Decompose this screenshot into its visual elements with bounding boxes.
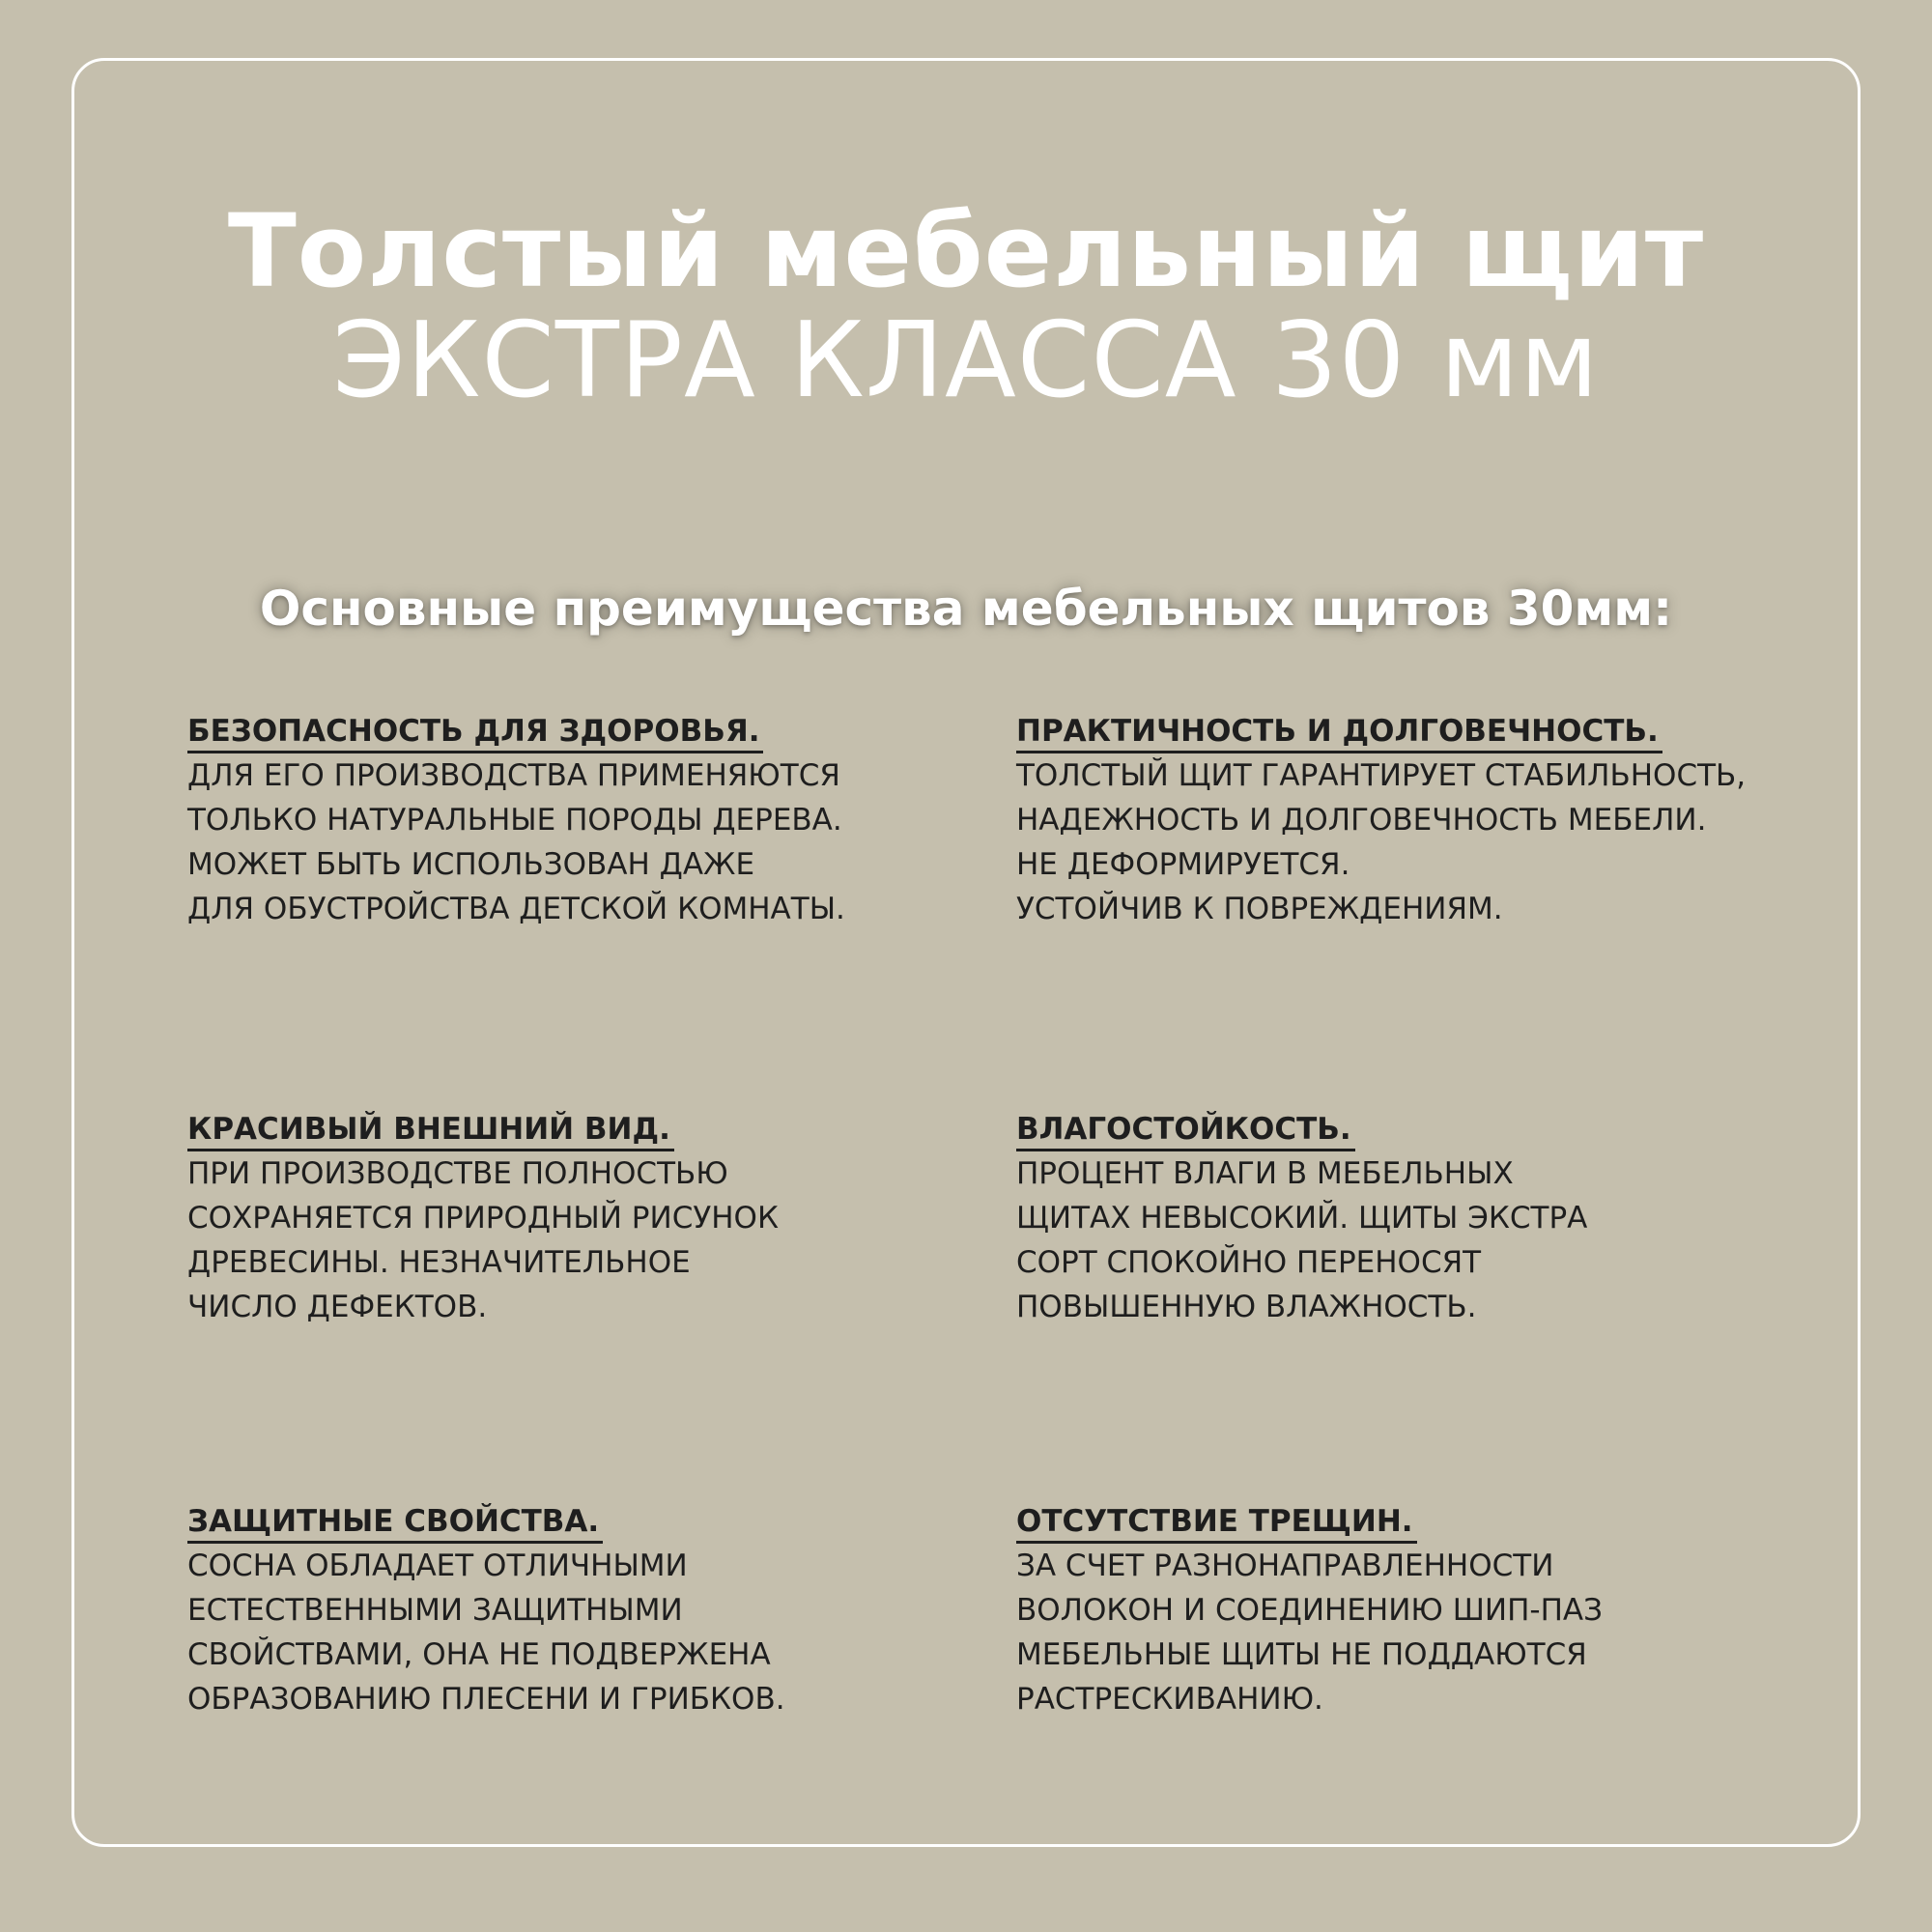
advantage-text-line: НАДЕЖНОСТЬ И ДОЛГОВЕЧНОСТЬ МЕБЕЛИ. [1016,803,1707,838]
advantage-protective-properties [187,1499,785,1721]
advantage-text-line: ЧИСЛО ДЕФЕКТОВ. [187,1290,488,1324]
advantage-text-line: МЕБЕЛЬНЫЕ ЩИТЫ НЕ ПОДДАЮТСЯ [1016,1637,1587,1672]
advantage-text-line: ЕСТЕСТВЕННЫМИ ЗАЩИТНЫМИ [187,1593,683,1628]
advantage-text-line: СОХРАНЯЕТСЯ ПРИРОДНЫЙ РИСУНОК [187,1201,779,1236]
advantage-text-line: ПОВЫШЕННУЮ ВЛАЖНОСТЬ. [1016,1290,1477,1324]
advantage-heading: ПРАКТИЧНОСТЬ И ДОЛГОВЕЧНОСТЬ. [1016,712,1662,753]
advantage-text-line: ЩИТАХ НЕВЫСОКИЙ. ЩИТЫ ЭКСТРА [1016,1201,1588,1236]
advantage-text-line: ДЛЯ ОБУСТРОЙСТВА ДЕТСКОЙ КОМНАТЫ. [187,892,845,926]
advantage-text-line: НЕ ДЕФОРМИРУЕТСЯ. [1016,847,1350,882]
advantage-durability [1016,709,1746,931]
advantage-text-line: ЗА СЧЕТ РАЗНОНАПРАВЛЕННОСТИ [1016,1548,1554,1583]
advantage-text-line: УСТОЙЧИВ К ПОВРЕЖДЕНИЯМ. [1016,892,1503,926]
advantage-text-line: ТОЛСТЫЙ ЩИТ ГАРАНТИРУЕТ СТАБИЛЬНОСТЬ, [1016,758,1747,793]
advantage-text-line: ТОЛЬКО НАТУРАЛЬНЫЕ ПОРОДЫ ДЕРЕВА. [187,803,842,838]
title-class: ЭКСТРА КЛАССА 30 мм [332,300,1600,421]
advantage-heading: БЕЗОПАСНОСТЬ ДЛЯ ЗДОРОВЬЯ. [187,712,763,753]
advantage-health-safety [187,709,845,931]
advantage-heading: ВЛАГОСТОЙКОСТЬ. [1016,1110,1355,1151]
advantage-no-cracks [1016,1499,1603,1721]
advantage-text-line: ПРИ ПРОИЗВОДСТВЕ ПОЛНОСТЬЮ [187,1156,728,1191]
advantage-text-line: СОСНА ОБЛАДАЕТ ОТЛИЧНЫМИ [187,1548,688,1583]
advantage-appearance [187,1107,779,1329]
advantage-text-line: ОБРАЗОВАНИЮ ПЛЕСЕНИ И ГРИБКОВ. [187,1682,785,1717]
title-main: Толстый мебельный щит [227,192,1705,310]
advantage-text-line: ВОЛОКОН И СОЕДИНЕНИЮ ШИП-ПАЗ [1016,1593,1603,1628]
advantage-moisture-resistance [1016,1107,1587,1329]
advantage-heading: ЗАЩИТНЫЕ СВОЙСТВА. [187,1502,603,1544]
advantage-text-line: ДРЕВЕСИНЫ. НЕЗНАЧИТЕЛЬНОЕ [187,1245,691,1280]
advantage-text-line: ДЛЯ ЕГО ПРОИЗВОДСТВА ПРИМЕНЯЮТСЯ [187,758,840,793]
advantage-text-line: СВОЙСТВАМИ, ОНА НЕ ПОДВЕРЖЕНА [187,1637,771,1672]
subtitle-advantages: Основные преимущества мебельных щитов 30мм: [259,581,1673,637]
advantage-heading: КРАСИВЫЙ ВНЕШНИЙ ВИД. [187,1110,674,1151]
advantage-text-line: МОЖЕТ БЫТЬ ИСПОЛЬЗОВАН ДАЖЕ [187,847,755,882]
advantage-text-line: СОРТ СПОКОЙНО ПЕРЕНОСЯТ [1016,1245,1482,1280]
advantage-text-line: РАСТРЕСКИВАНИЮ. [1016,1682,1323,1717]
advantage-text-line: ПРОЦЕНТ ВЛАГИ В МЕБЕЛЬНЫХ [1016,1156,1514,1191]
advantage-heading: ОТСУТСТВИЕ ТРЕЩИН. [1016,1502,1417,1544]
